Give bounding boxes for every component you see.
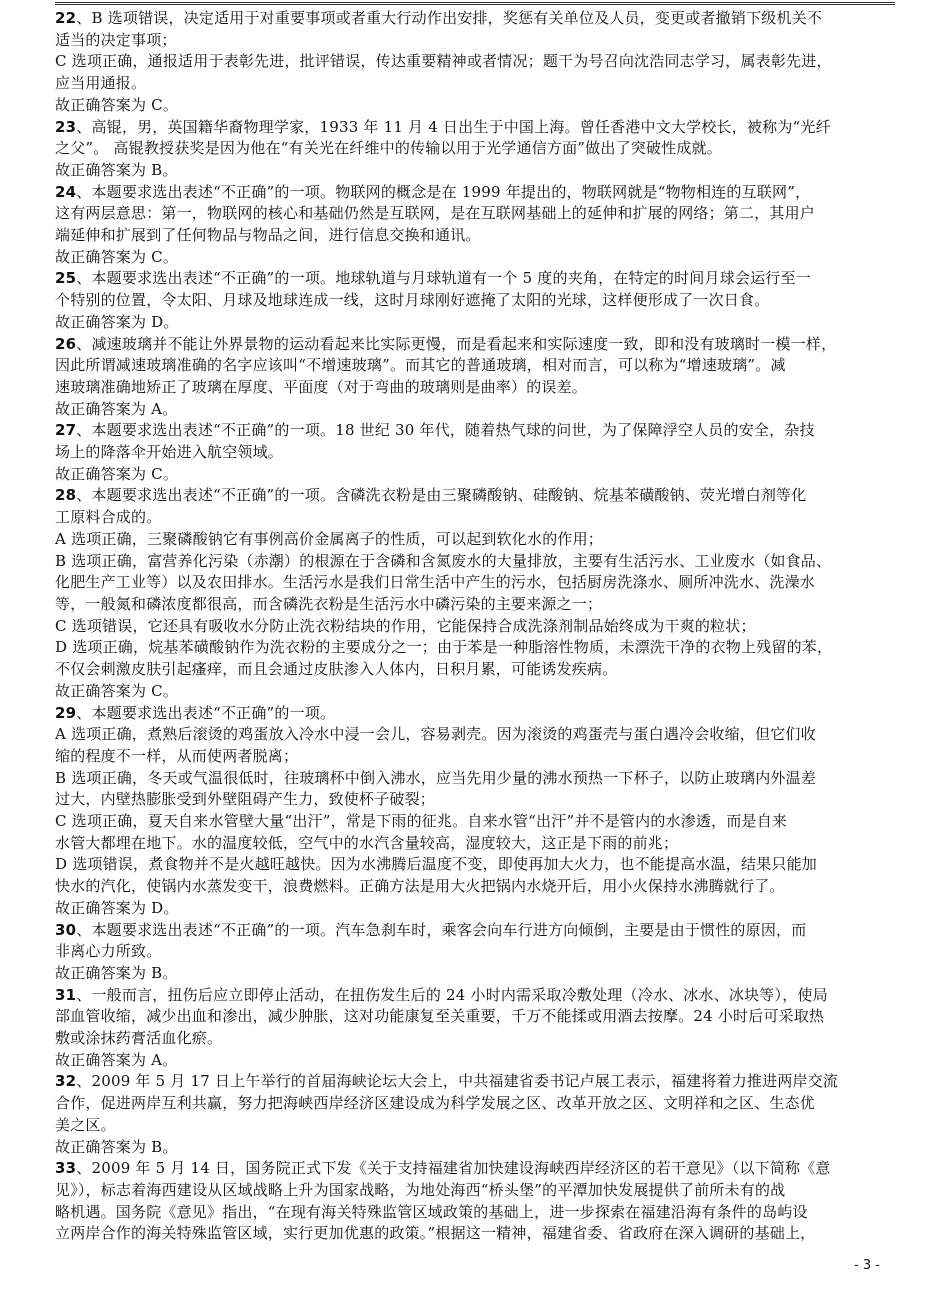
question-line [55,920,895,942]
line-text: 快水的汽化，使锅内水蒸发变干，浪费燃料。正确方法是用大火把锅内水烧开后，用小火保持水沸腾就行了。 [55,877,785,896]
text-line [55,464,895,486]
line-text: 等，一般氮和磷浓度都很高，而含磷洗衣粉是生活污水中磷污染的主要来源之一； [55,594,603,613]
text-line [55,442,895,464]
text-line [55,789,895,811]
line-text: 、2009 年 5 月 14 日，国务院正式下发《关于支持福建省加快建设海峡西岸经济区的若干意见》（以下简称《意 [76,1159,831,1178]
question-line [55,334,895,356]
text-line [55,681,895,703]
line-text: 个特别的位置，令太阳、月球及地球连成一线，这时月球刚好遮掩了太阳的光球，这样便形成了一次日食。 [55,291,770,310]
question-number: 28 [55,486,77,505]
text-line [55,659,895,681]
line-text: 故正确答案为 C。 [55,464,179,483]
text-line [55,1050,895,1072]
line-text: 故正确答案为 D。 [55,312,179,331]
text-line [55,572,895,594]
line-text: 故正确答案为 A。 [55,1050,178,1069]
text-line [55,637,895,659]
text-line [55,138,895,160]
text-line [55,1028,895,1050]
question-number: 24 [55,182,77,201]
question-number: 26 [55,334,77,353]
question-number: 22 [55,9,77,27]
question-line [55,420,895,442]
text-line [55,1006,895,1028]
line-text: B 选项正确，富营养化污染（赤潮）的根源在于含磷和含氮废水的大量排放，主要有生活污水、工业废水（如食品、 [55,551,832,570]
line-text: 、一般而言，扭伤后应立即停止活动，在扭伤发生后的 24 小时内需采取冷敷处理（冷水、冰水、冰块等），使局 [76,985,828,1004]
line-text: 、本题要求选出表述“不正确”的一项。物联网的概念是在 1999 年提出的，物联网就是“物物相连的互联网”， [76,182,811,201]
line-text: 过大，内壁热膨胀受到外壁阻碍产生力，致使杯子破裂； [55,790,436,809]
text-line [55,95,895,117]
line-text: C 选项正确，通报适用于表彰先进，批评错误，传达重要精神或者情况；题干为号召向沈浩同志学习，属表彰先进， [55,52,832,71]
question-line [55,985,895,1007]
line-text: 故正确答案为 C。 [55,95,179,114]
line-text: 见》），标志着海西建设从区域战略上升为国家战略，为地处海西“桥头堡”的平潭加快发展提供了前所未有的战 [55,1180,786,1199]
text-line [55,507,895,529]
line-text: A 选项正确，三聚磷酸钠它有事例高价金属离子的性质，可以起到软化水的作用； [55,529,604,548]
text-line [55,73,895,95]
line-text: 、本题要求选出表述“不正确”的一项。含磷洗衣粉是由三聚磷酸钠、硅酸钠、烷基苯磺酸钠、荧光增白剂等化 [76,486,807,505]
question-number: 29 [55,703,77,722]
line-text: 之父”。 高锟教授获奖是因为他在“有关光在纤维中的传输以用于光学通信方面”做出了突破性成就。 [55,139,722,158]
line-text: 略机遇。国务院《意见》指出，“在现有海关特殊监管区域政策的基础上，进一步探索在福建沿海有条件的岛屿设 [55,1202,808,1221]
line-text: C 选项错误，它还具有吸收水分防止洗衣粉结块的作用，它能保持合成洗涤剂制品始终成为干爽的粒状； [55,616,756,635]
page-number: - 3 - [854,1258,880,1273]
line-text: 应当用通报。 [55,74,147,93]
text-line [55,1202,895,1224]
line-text: A 选项正确，煮熟后滚烫的鸡蛋放入冷水中浸一会儿，容易剥壳。因为滚烫的鸡蛋壳与蛋白遇冷会收缩，但它们收 [55,725,816,744]
line-text: 、减速玻璃并不能让外界景物的运动看起来比实际更慢，而是看起来和实际速度一致，即和没有玻璃时一模一样， [76,334,837,353]
question-number: 33 [55,1159,77,1178]
text-line [55,30,895,52]
line-text: 场上的降落伞开始进入航空领域。 [55,443,284,462]
text-line [55,1115,895,1137]
text-line [55,247,895,269]
text-line [55,355,895,377]
line-text: 故正确答案为 A。 [55,399,178,418]
line-text: 水管大都埋在地下。水的温度较低，空气中的水汽含量较高，湿度较大，这正是下雨的前兆； [55,833,679,852]
question-line [55,1071,895,1093]
line-text: 部血管收缩，减少出血和渗出，减少肿胀，这对功能康复至关重要，千万不能揉或用酒去按摩。24 小时后可采取热 [55,1007,825,1026]
text-line [55,1093,895,1115]
line-text: 敷或涂抹药膏活血化瘀。 [55,1029,223,1048]
text-line [55,724,895,746]
text-line [55,51,895,73]
text-line [55,594,895,616]
question-number: 32 [55,1072,77,1091]
line-text: 、本题要求选出表述“不正确”的一项。 [76,703,336,722]
line-text: 不仅会刺激皮肤引起瘙痒，而且会通过皮肤渗入人体内，日积月累，可能诱发疾病。 [55,660,618,679]
question-line [55,182,895,204]
line-text: 、B 选项错误，决定适用于对重要事项或者重大行动作出安排，奖惩有关单位及人员，变更或者撤销下级机关不 [76,9,823,27]
line-text: 故正确答案为 B。 [55,963,178,982]
line-text: 美之区。 [55,1115,116,1134]
line-text: 速玻璃准确地矫正了玻璃在厚度、平面度（对于弯曲的玻璃则是曲率）的误差。 [55,377,588,396]
line-text: 适当的决定事项； [55,30,177,49]
text-line [55,160,895,182]
text-line [55,768,895,790]
line-text: C 选项正确，夏天自来水管壁大量“出汗”，常是下雨的征兆。自来水管“出汗”并不是管内的水渗透，而是自来 [55,812,788,831]
answer-explanations [55,8,895,1245]
text-line [55,898,895,920]
question-number: 27 [55,421,77,440]
line-text: 立两岸合作的海关特殊监管区域，实行更加优惠的政策。”根据这一精神，福建省委、省政府在深入调研的基础上， [55,1224,816,1243]
line-text: B 选项正确，冬天或气温很低时，往玻璃杯中倒入沸水，应当先用少量的沸水预热一下杯子，以防止玻璃内外温差 [55,768,816,787]
text-line [55,833,895,855]
question-line [55,8,895,30]
text-line [55,963,895,985]
line-text: 、本题要求选出表述“不正确”的一项。汽车急刹车时，乘客会向车行进方向倾倒，主要是由于惯性的原因，而 [76,920,807,939]
line-text: 、2009 年 5 月 17 日上午举行的首届海峡论坛大会上，中共福建省委书记卢展工表示，福建将着力推进两岸交流 [76,1072,839,1091]
line-text: 因此所谓减速玻璃准确的名字应该叫“不增速玻璃”。而其它的普通玻璃，相对而言，可以称为“增速玻璃”。减 [55,356,786,375]
line-text: 故正确答案为 C。 [55,681,179,700]
question-number: 30 [55,920,77,939]
text-line [55,377,895,399]
question-line [55,485,895,507]
question-number: 23 [55,117,77,136]
header-rule [55,2,895,5]
text-line [55,225,895,247]
question-number: 31 [55,985,77,1004]
text-line [55,290,895,312]
line-text: 故正确答案为 B。 [55,1137,178,1156]
text-line [55,941,895,963]
line-text: 故正确答案为 C。 [55,247,179,266]
line-text: 缩的程度不一样，从而使两者脱离； [55,746,299,765]
text-line [55,854,895,876]
text-line [55,529,895,551]
line-text: 故正确答案为 B。 [55,160,178,179]
line-text: 这有两层意思：第一，物联网的核心和基础仍然是互联网，是在互联网基础上的延伸和扩展的网络；第二，其用户 [55,204,816,223]
line-text: 、本题要求选出表述“不正确”的一项。地球轨道与月球轨道有一个 5 度的夹角，在特定的时间月球会运行至一 [76,269,811,288]
text-line [55,811,895,833]
line-text: 故正确答案为 D。 [55,898,179,917]
question-number: 25 [55,269,77,288]
line-text: D 选项错误，煮食物并不是火越旺越快。因为水沸腾后温度不变，即使再加大火力，也不能提高水温，结果只能加 [55,855,817,874]
text-line [55,1137,895,1159]
line-text: 工原料合成的。 [55,508,162,527]
text-line [55,746,895,768]
text-line [55,616,895,638]
text-line [55,1223,895,1245]
question-line [55,703,895,725]
line-text: D 选项正确，烷基苯磺酸钠作为洗衣粉的主要成分之一；由于苯是一种脂溶性物质，未漂洗干净的衣物上残留的苯， [55,638,833,657]
text-line [55,876,895,898]
line-text: 、高锟，男，英国籍华裔物理学家，1933 年 11 月 4 日出生于中国上海。曾任香港中文大学校长，被称为“光纤 [76,117,831,136]
text-line [55,1180,895,1202]
line-text: 、本题要求选出表述“不正确”的一项。18 世纪 30 年代，随着热气球的问世，为了保障浮空人员的安全，杂技 [76,421,815,440]
line-text: 合作，促进两岸互利共赢，努力把海峡西岸经济区建设成为科学发展之区、改革开放之区、文明祥和之区、生态优 [55,1094,816,1113]
text-line [55,312,895,334]
line-text: 端延伸和扩展到了任何物品与物品之间，进行信息交换和通讯。 [55,226,481,245]
question-line [55,1158,895,1180]
text-line [55,551,895,573]
text-line [55,203,895,225]
line-text: 化肥生产工业等）以及农田排水。生活污水是我们日常生活中产生的污水，包括厨房洗涤水、厕所冲洗水、洗澡水 [55,573,816,592]
text-line [55,399,895,421]
question-line [55,268,895,290]
line-text: 非离心力所致。 [55,942,162,961]
question-line [55,117,895,139]
